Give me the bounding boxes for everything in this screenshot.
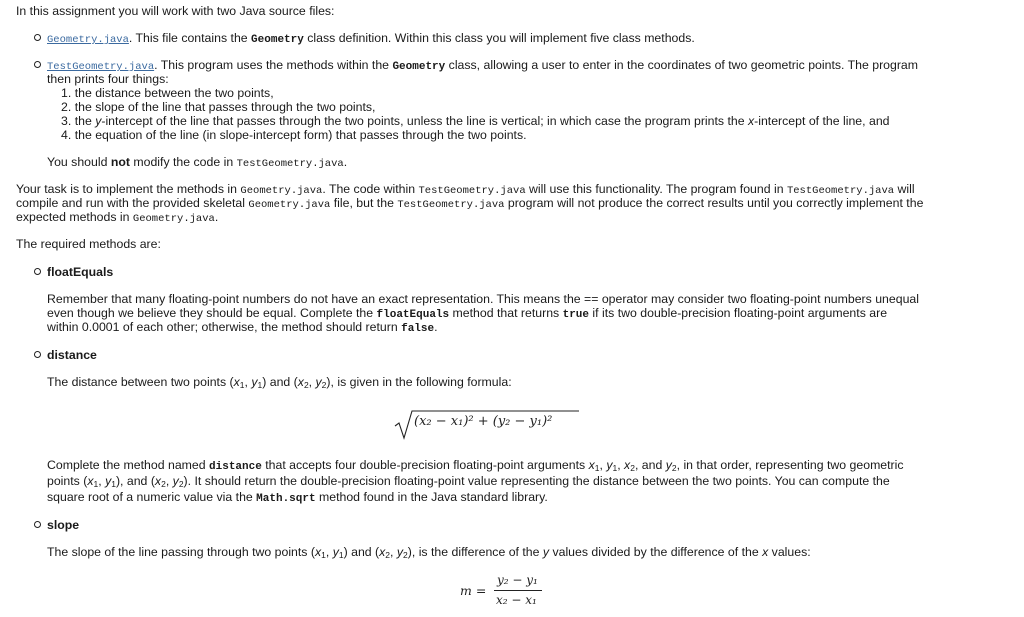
intro-text: In this assignment you will work with two Java source files: xyxy=(16,4,335,18)
task-paragraph-line1: Your task is to implement the methods in Geometry.java. The code within TestGeometry.java will use this functionality. The program found in TestGeometry.java will xyxy=(16,182,915,197)
floatequals-desc-line2: even though we believe they should be equal. Complete the floatEquals method that returns true if its two double-precision floating-point arguments are xyxy=(47,306,888,321)
file-item-testgeometry-cont: then prints four things: xyxy=(47,72,169,86)
bullet-icon xyxy=(34,268,41,275)
distance-desc-line2: points ($x_1$, $y_1$), and ($x_2$, $y_2$). It should return the double-precision floating-point value representing the distance between the two points. You can compute the xyxy=(47,474,890,489)
list-item: 4. the equation of the line (in slope-intercept form) that passes through the two points. xyxy=(61,128,527,142)
fraction-bar xyxy=(494,590,542,591)
method-distance-title: distance xyxy=(47,348,97,362)
bullet-icon xyxy=(34,521,41,528)
task-paragraph-line3: expected methods in Geometry.java. xyxy=(16,210,219,225)
method-slope-title: slope xyxy=(47,518,80,532)
bullet-icon xyxy=(34,351,41,358)
floatequals-desc-line1: Remember that many floating-point numbers do not have an exact representation. This means the == operator may consider two floating-point numbers unequal xyxy=(47,292,919,306)
distance-intro: The distance between two points ($x_1$, $y_1$) and ($x_2$, $y_2$), is given in the following formula: xyxy=(47,375,512,390)
file-item-geometry: Geometry.java. This file contains the Geometry class definition. Within this class you will implement five class methods. xyxy=(47,31,695,46)
distance-desc-line1: Complete the method named distance that accepts four double-precision floating-point arguments $x_1$, $y_1$, $x_2$, and $y_2$, in that order, representing two geometric xyxy=(47,458,904,473)
distance-desc-line3: square root of a numeric value via the Math.sqrt method found in the Java standard library. xyxy=(47,490,548,505)
file-item-testgeometry: TestGeometry.java. This program uses the methods within the Geometry class, allowing a user to enter in the coordinates of two geometric points. The program xyxy=(47,58,919,73)
geometry-java-link[interactable]: Geometry.java xyxy=(47,34,129,46)
slope-intro: The slope of the line passing through two points ($x_1$, $y_1$) and ($x_2$, $y_2$), is the difference of the y values divided by the difference of the x values: xyxy=(47,545,811,560)
list-item: 3. the y-intercept of the line that passes through the two points, unless the line is vertical; in which case the program prints the x-intercept of the line, and xyxy=(61,114,890,128)
required-heading: The required methods are: xyxy=(16,237,161,251)
slope-formula-lhs: m = xyxy=(460,583,487,598)
slope-formula-numerator: y₂ − y₁ xyxy=(497,573,538,587)
bullet-icon xyxy=(34,34,41,41)
task-paragraph-line2: compile and run with the provided skeletal Geometry.java file, but the TestGeometry.java program will not produce the correct results until you correctly implement the xyxy=(16,196,924,211)
method-floatequals-title: floatEquals xyxy=(47,265,114,279)
distance-formula: (x₂ − x₁)² + (y₂ − y₁)² xyxy=(414,414,553,429)
not-modify-note: You should not modify the code in TestGeometry.java. xyxy=(47,155,348,170)
testgeometry-java-link[interactable]: TestGeometry.java xyxy=(47,61,155,73)
floatequals-desc-line3: within 0.0001 of each other; otherwise, the method should return false. xyxy=(47,320,438,335)
bullet-icon xyxy=(34,61,41,68)
list-item: 2. the slope of the line that passes through the two points, xyxy=(61,100,376,114)
slope-formula-denominator: x₂ − x₁ xyxy=(496,593,537,607)
list-item: 1. the distance between the two points, xyxy=(61,86,274,100)
